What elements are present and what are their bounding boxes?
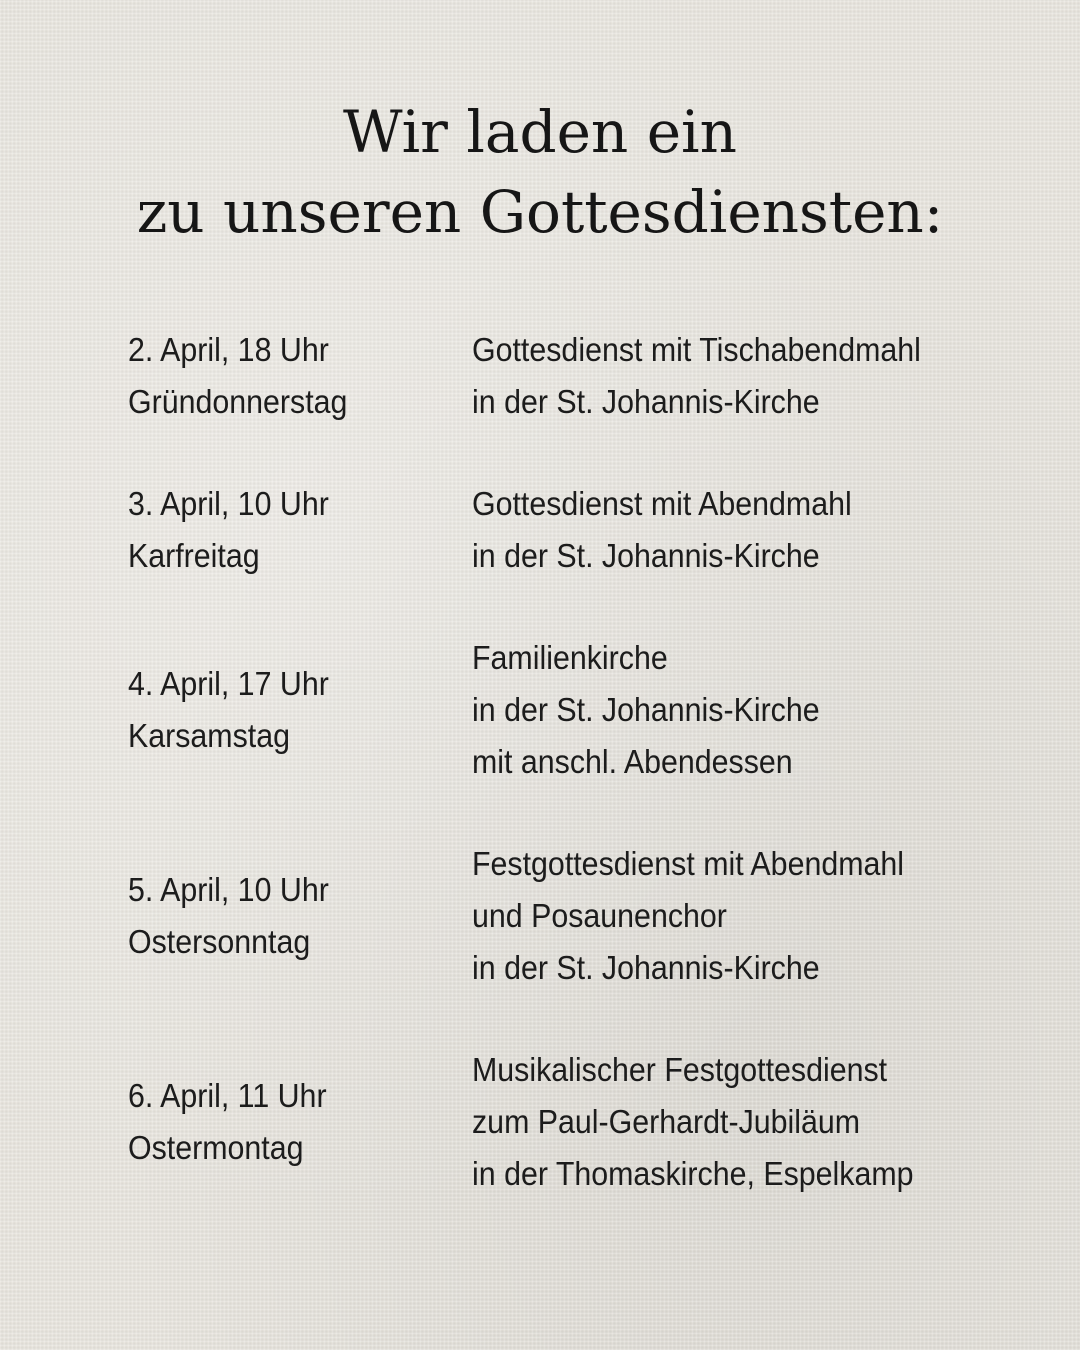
event-date-block — [128, 324, 422, 428]
event-date-block — [128, 478, 422, 582]
event-location-line: in der St. Johannis-Kirche — [472, 537, 820, 574]
event-extra-line: mit anschl. Abendessen — [472, 743, 793, 780]
event-location-line: in der St. Johannis-Kirche — [472, 383, 820, 420]
event-date-block — [128, 1070, 422, 1174]
event-description — [472, 478, 987, 582]
title-line-1: Wir laden ein — [343, 98, 737, 166]
event-description — [472, 838, 987, 994]
event-day: Karsamstag — [128, 717, 290, 754]
event-day: Ostersonntag — [128, 923, 311, 960]
event-description-line: Festgottesdienst mit Abendmahl — [472, 845, 905, 882]
event-date-block — [128, 658, 422, 762]
event-day: Ostermontag — [128, 1129, 304, 1166]
event-day: Gründonnerstag — [128, 383, 348, 420]
event-description-line: Gottesdienst mit Tischabendmahl — [472, 331, 921, 368]
event-extra-line: zum Paul-Gerhardt-Jubiläum — [472, 1103, 861, 1140]
title-line-2: zu unseren Gottesdiensten: — [136, 178, 944, 246]
event-location-line: in der Thomaskirche, Espelkamp — [472, 1155, 914, 1192]
event-datetime: 5. April, 10 Uhr — [128, 871, 329, 908]
event-location-line: in der St. Johannis-Kirche — [472, 691, 820, 728]
event-description-line: Musikalischer Festgottesdienst — [472, 1051, 888, 1088]
event-description — [472, 324, 987, 428]
event-description — [472, 1044, 987, 1200]
event-day: Karfreitag — [128, 537, 260, 574]
event-extra-line: und Posaunenchor — [472, 897, 727, 934]
event-location-line: in der St. Johannis-Kirche — [472, 949, 820, 986]
event-datetime: 3. April, 10 Uhr — [128, 485, 329, 522]
event-datetime: 4. April, 17 Uhr — [128, 665, 329, 702]
event-description — [472, 632, 987, 788]
event-description-line: Gottesdienst mit Abendmahl — [472, 485, 852, 522]
page-title — [0, 92, 1080, 252]
event-datetime: 2. April, 18 Uhr — [128, 331, 329, 368]
event-date-block — [128, 864, 422, 968]
event-datetime: 6. April, 11 Uhr — [128, 1077, 327, 1114]
event-description-line: Familienkirche — [472, 639, 668, 676]
